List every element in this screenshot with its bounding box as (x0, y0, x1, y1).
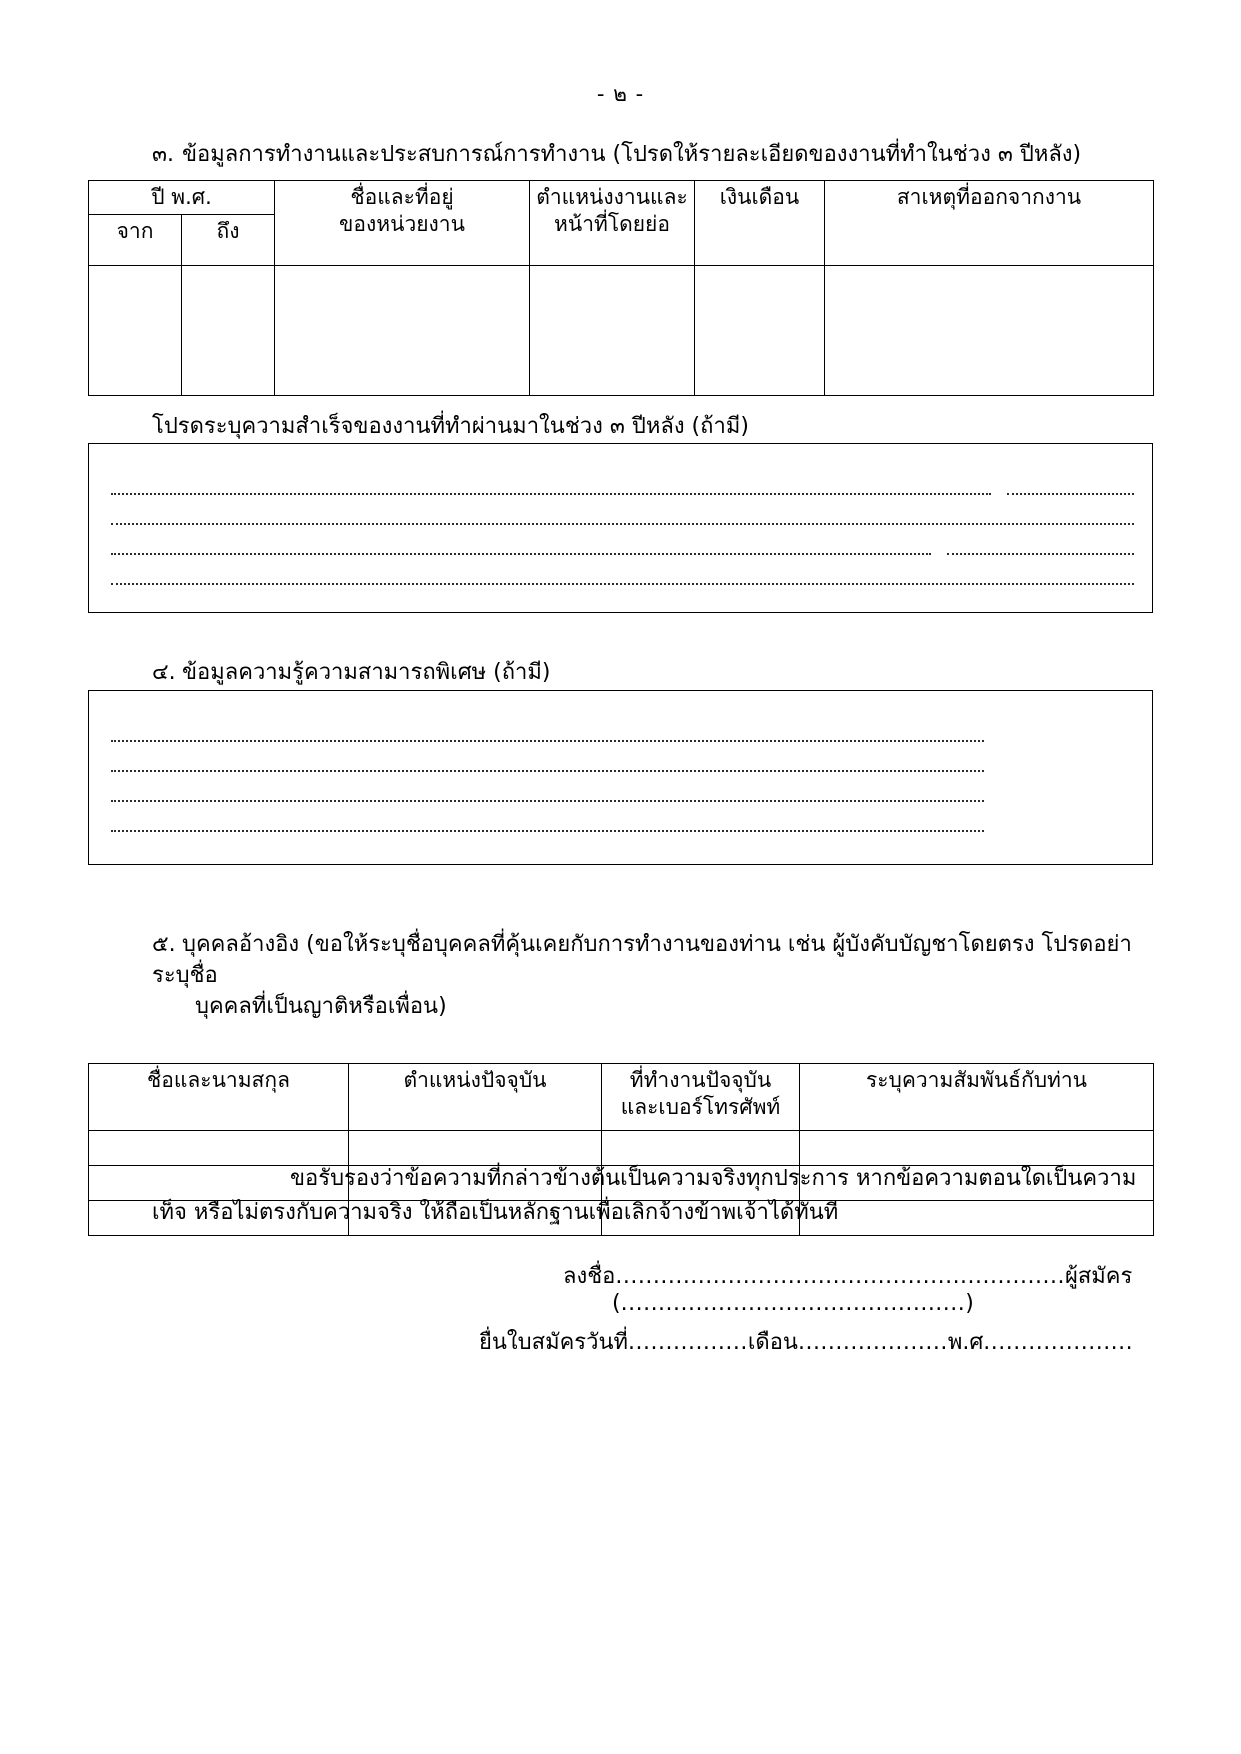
achievement-dot-line-1b (1007, 492, 1134, 495)
year-dots[interactable]: .................... (983, 1330, 1134, 1355)
work-table-col-salary: เงินเดือน (695, 181, 825, 266)
reference-col-workplace (602, 1064, 800, 1131)
reference-col-workplace-line2: และเบอร์โทรศัพท์ (620, 1094, 781, 1119)
signature-label: ลงชื่อ (563, 1264, 616, 1289)
achievement-dot-line-3b (947, 552, 1134, 555)
work-table-col-position (530, 181, 695, 266)
month-label: เดือน (747, 1330, 798, 1355)
year-label: พ.ศ (947, 1330, 984, 1355)
section-5-number: ๕. (152, 932, 176, 957)
work-table-col-position-line2: หน้าที่โดยย่อ (554, 211, 670, 236)
work-cell-reason[interactable] (825, 265, 1154, 395)
reference-col-relationship: ระบุความสัมพันธ์กับท่าน (800, 1064, 1154, 1131)
reference-cell-workplace-1[interactable] (602, 1131, 800, 1166)
month-dots[interactable]: .................... (797, 1330, 948, 1355)
signature-name-row (612, 1291, 974, 1316)
reference-cell-relationship-1[interactable] (800, 1131, 1154, 1166)
work-table-year-group-header: ปี พ.ศ. (89, 181, 275, 215)
achievement-prompt-label: โปรดระบุความสำเร็จของงานที่ทำผ่านมาในช่วง ๓ ปีหลัง (ถ้ามี) (152, 414, 749, 439)
section-5-title-line-2: ระบุชื่อ (152, 963, 218, 988)
work-cell-from[interactable] (89, 265, 182, 395)
work-table-col-org-line2: ของหน่วยงาน (339, 211, 465, 236)
work-table-row[interactable] (89, 265, 1154, 395)
work-cell-org[interactable] (275, 265, 530, 395)
name-close-paren: ) (965, 1291, 974, 1316)
section-4-heading (152, 658, 551, 688)
reference-cell-name-1[interactable] (89, 1131, 349, 1166)
submit-date-row (479, 1324, 1133, 1359)
reference-col-workplace-line1: ที่ทำงานปัจจุบัน (629, 1068, 772, 1092)
work-table-col-from: จาก (89, 214, 182, 265)
section-4-number: ๔. (152, 660, 176, 685)
work-table-header-row-1 (89, 181, 1154, 215)
section-3-title: ข้อมูลการทำงานและประสบการณ์การทำงาน (โปรดให้รายละเอียดของงานที่ทำในช่วง ๓ ปีหลัง) (182, 142, 1082, 167)
reference-table-row[interactable] (89, 1131, 1154, 1166)
submit-day-dots[interactable]: ................ (628, 1330, 748, 1355)
skills-dot-line-4 (111, 829, 984, 832)
certification-line-1: ขอรับรองว่าข้อความที่กล่าวข้างต้นเป็นความจริงทุกประการ หากข้อความตอนใดเป็นความ (290, 1166, 1137, 1191)
section-5-title-line-1: บุคคลอ้างอิง (ขอให้ระบุชื่อบุคคลที่คุ้นเคยกับการทำงานของท่าน เช่น ผู้บังคับบัญชาโดยตรง โปรดอย่า (182, 932, 1132, 957)
section-5-heading (152, 930, 1132, 960)
work-table-col-position-line1: ตำแหน่งงานและ (536, 185, 688, 209)
skills-dot-line-2 (111, 769, 984, 772)
achievement-dot-line-2 (111, 522, 1134, 525)
achievement-dot-line-1a (111, 492, 991, 495)
work-table-col-to: ถึง (182, 214, 275, 265)
reference-col-position: ตำแหน่งปัจจุบัน (349, 1064, 602, 1131)
achievement-dot-line-3a (111, 552, 931, 555)
reference-cell-position-1[interactable] (349, 1131, 602, 1166)
work-cell-position[interactable] (530, 265, 695, 395)
reference-table-header-row (89, 1064, 1154, 1131)
signature-role-label: ผู้สมัคร (1064, 1264, 1133, 1289)
section-3-number: ๓. (152, 142, 175, 167)
name-dots[interactable]: .............................................. (620, 1291, 966, 1316)
submit-date-label: ยื่นใบสมัครวันที่ (479, 1330, 628, 1355)
section-5-title-line-3: บุคคลที่เป็นญาติหรือเพื่อน) (195, 994, 447, 1019)
signature-dots[interactable]: ............................................................ (615, 1264, 1065, 1289)
work-table-col-org (275, 181, 530, 266)
work-table-col-org-line1: ชื่อและที่อยู่ (350, 185, 454, 209)
work-table-col-reason: สาเหตุที่ออกจากงาน (825, 181, 1154, 266)
reference-col-name: ชื่อและนามสกุล (89, 1064, 349, 1131)
section-3-heading (152, 140, 1081, 170)
skills-dot-line-3 (111, 799, 984, 802)
certification-line-2: เท็จ หรือไม่ตรงกับความจริง ให้ถือเป็นหลักฐานเพื่อเลิกจ้างข้าพเจ้าได้ทันที (152, 1200, 839, 1225)
section-4-title: ข้อมูลความรู้ความสามารถพิเศษ (ถ้ามี) (182, 660, 551, 685)
name-open-paren: ( (612, 1291, 621, 1316)
skills-dot-line-1 (111, 739, 984, 742)
work-cell-to[interactable] (182, 265, 275, 395)
signature-row (563, 1258, 1132, 1293)
page-number: - ๒ - (596, 82, 645, 106)
work-cell-salary[interactable] (695, 265, 825, 395)
special-skills-textbox[interactable] (88, 690, 1153, 865)
achievement-dot-line-4 (111, 582, 1134, 585)
achievement-textbox[interactable] (88, 443, 1153, 613)
work-experience-table (88, 180, 1154, 396)
reference-cell-relationship-3[interactable] (800, 1201, 1154, 1236)
